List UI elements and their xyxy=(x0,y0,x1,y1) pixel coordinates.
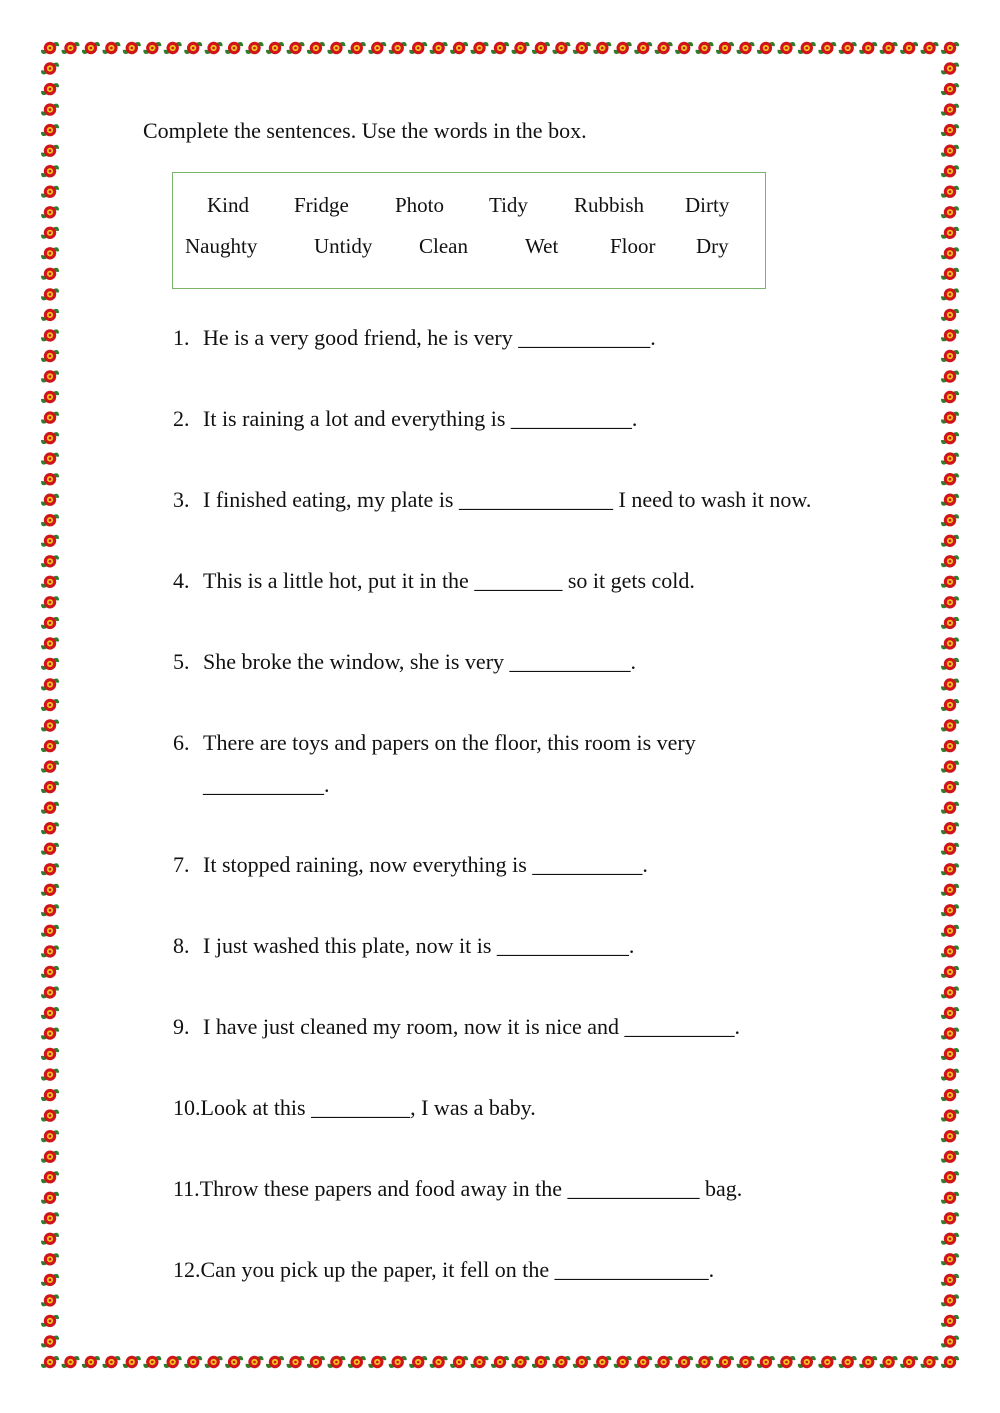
flower-icon xyxy=(512,1356,530,1368)
flower-icon xyxy=(102,1356,120,1368)
flower-icon xyxy=(41,1253,59,1265)
flower-icon xyxy=(941,62,959,74)
sentence-number: 6. xyxy=(173,730,190,755)
flower-icon xyxy=(941,1253,959,1265)
flower-icon xyxy=(41,863,59,875)
flower-icon xyxy=(941,904,959,916)
flower-icon xyxy=(41,596,59,608)
flower-icon xyxy=(941,884,959,896)
flower-icon xyxy=(143,42,161,54)
flower-icon xyxy=(941,1356,959,1368)
flower-icon xyxy=(941,678,959,690)
sentence-number: 12. xyxy=(173,1257,201,1282)
flower-icon xyxy=(614,42,632,54)
flower-icon xyxy=(246,1356,264,1368)
flower-icon xyxy=(327,1356,345,1368)
flower-icon xyxy=(62,42,80,54)
flower-icon xyxy=(941,637,959,649)
flower-icon xyxy=(41,986,59,998)
flower-icon xyxy=(777,42,795,54)
flower-icon xyxy=(941,1315,959,1327)
flower-icon xyxy=(552,1356,570,1368)
flower-icon xyxy=(859,42,877,54)
flower-icon xyxy=(389,1356,407,1368)
flower-icon xyxy=(941,1212,959,1224)
word-bank-word: Photo xyxy=(395,193,445,217)
flower-icon xyxy=(941,350,959,362)
sentence-text: He is a very good friend, he is very ____________. xyxy=(203,325,656,350)
flower-icon xyxy=(552,42,570,54)
flower-icon xyxy=(41,1233,59,1245)
flower-icon xyxy=(41,1356,59,1368)
sentence-text: I just washed this plate, now it is ____________. xyxy=(203,933,635,958)
sentence-text: Look at this _________, I was a baby. xyxy=(200,1095,536,1120)
flower-icon xyxy=(757,1356,775,1368)
flower-icon xyxy=(941,822,959,834)
flower-icon xyxy=(41,637,59,649)
flower-icon xyxy=(41,370,59,382)
flower-icon xyxy=(941,165,959,177)
flower-icon xyxy=(41,452,59,464)
flower-icon xyxy=(941,925,959,937)
sentence-number: 2. xyxy=(173,406,190,431)
flower-icon xyxy=(941,309,959,321)
flower-icon xyxy=(941,1274,959,1286)
flower-icon xyxy=(123,1356,141,1368)
flower-icon xyxy=(941,411,959,423)
word-bank-word: Fridge xyxy=(294,193,349,217)
flower-icon xyxy=(184,1356,202,1368)
flower-icon xyxy=(307,1356,325,1368)
instruction-text: Complete the sentences. Use the words in the box. xyxy=(143,118,587,143)
flower-icon xyxy=(655,1356,673,1368)
flower-icon xyxy=(41,1048,59,1060)
flower-icon xyxy=(941,576,959,588)
flower-icon xyxy=(941,986,959,998)
flower-icon xyxy=(41,740,59,752)
flower-icon xyxy=(41,1130,59,1142)
flower-icon xyxy=(41,719,59,731)
flower-icon xyxy=(941,1109,959,1121)
flower-icon xyxy=(941,494,959,506)
flower-icon xyxy=(41,329,59,341)
sentence-item xyxy=(173,408,637,430)
flower-icon xyxy=(941,432,959,444)
flower-icon xyxy=(41,288,59,300)
flower-icon xyxy=(41,966,59,978)
flower-icon xyxy=(941,452,959,464)
flower-icon xyxy=(41,124,59,136)
flower-icon xyxy=(41,904,59,916)
flower-icon xyxy=(941,1048,959,1060)
sentence-text: I finished eating, my plate is ______________ I need to wash it now. xyxy=(203,487,812,512)
flower-icon xyxy=(941,843,959,855)
flower-icon xyxy=(102,42,120,54)
flower-icon xyxy=(82,42,100,54)
sentence-item xyxy=(173,651,636,673)
flower-icon xyxy=(307,42,325,54)
flower-icon xyxy=(941,863,959,875)
flower-icon xyxy=(41,1294,59,1306)
flower-icon xyxy=(41,473,59,485)
flower-icon xyxy=(941,617,959,629)
flower-icon xyxy=(41,802,59,814)
flower-icon xyxy=(941,555,959,567)
flower-icon xyxy=(143,1356,161,1368)
flower-icon xyxy=(941,473,959,485)
flower-icon xyxy=(41,617,59,629)
sentence-number: 9. xyxy=(173,1014,190,1039)
flower-icon xyxy=(491,42,509,54)
flower-icon xyxy=(655,42,673,54)
flower-icon xyxy=(941,1089,959,1101)
flower-icon xyxy=(941,802,959,814)
flower-icon xyxy=(41,678,59,690)
flower-icon xyxy=(287,42,305,54)
flower-icon xyxy=(205,42,223,54)
flower-icon xyxy=(716,42,734,54)
flower-icon xyxy=(573,1356,591,1368)
word-bank-word: Dirty xyxy=(685,193,730,217)
sentence-item xyxy=(173,732,696,754)
flower-icon xyxy=(41,555,59,567)
flower-icon xyxy=(737,42,755,54)
flower-icon xyxy=(737,1356,755,1368)
flower-icon xyxy=(430,42,448,54)
flower-icon xyxy=(450,1356,468,1368)
flower-icon xyxy=(41,42,59,54)
flower-icon xyxy=(921,1356,939,1368)
flower-icon xyxy=(164,1356,182,1368)
flower-icon xyxy=(41,1068,59,1080)
flower-icon xyxy=(225,42,243,54)
sentence-text: She broke the window, she is very ___________. xyxy=(203,649,637,674)
flower-icon xyxy=(941,1335,959,1347)
flower-icon xyxy=(593,1356,611,1368)
flower-icon xyxy=(716,1356,734,1368)
flower-icon xyxy=(941,1007,959,1019)
word-bank-word: Dry xyxy=(696,234,729,258)
flower-icon xyxy=(471,1356,489,1368)
flower-icon xyxy=(41,1151,59,1163)
flower-icon xyxy=(41,1274,59,1286)
flower-icon xyxy=(921,42,939,54)
flower-icon xyxy=(41,699,59,711)
flower-icon xyxy=(941,1294,959,1306)
flower-icon xyxy=(41,103,59,115)
flower-icon xyxy=(941,1192,959,1204)
flower-icon xyxy=(941,966,959,978)
flower-icon xyxy=(368,1356,386,1368)
word-bank-word: Floor xyxy=(610,234,656,258)
flower-icon xyxy=(532,1356,550,1368)
sentence-item xyxy=(173,854,648,876)
flower-icon xyxy=(348,42,366,54)
flower-icon xyxy=(941,719,959,731)
flower-icon xyxy=(634,42,652,54)
word-bank-word: Kind xyxy=(207,193,249,217)
flower-icon xyxy=(900,1356,918,1368)
flower-icon xyxy=(941,391,959,403)
flower-icon xyxy=(205,1356,223,1368)
sentence-item xyxy=(173,935,634,957)
flower-icon xyxy=(266,1356,284,1368)
flower-icon xyxy=(41,83,59,95)
sentence-item xyxy=(173,1259,714,1281)
flower-icon xyxy=(941,370,959,382)
flower-icon xyxy=(941,268,959,280)
flower-icon xyxy=(225,1356,243,1368)
flower-icon xyxy=(675,42,693,54)
flower-icon xyxy=(941,1130,959,1142)
flower-icon xyxy=(941,1233,959,1245)
flower-icon xyxy=(41,1109,59,1121)
sentence-number: 7. xyxy=(173,852,190,877)
flower-icon xyxy=(348,1356,366,1368)
sentence-item xyxy=(173,489,811,511)
flower-icon xyxy=(41,514,59,526)
sentence-number: 1. xyxy=(173,325,190,350)
flower-icon xyxy=(41,822,59,834)
word-bank-word: Naughty xyxy=(185,234,258,258)
sentence-item xyxy=(173,570,695,592)
sentence-number: 8. xyxy=(173,933,190,958)
flower-icon xyxy=(880,42,898,54)
flower-icon xyxy=(941,206,959,218)
sentence-item xyxy=(173,1178,742,1200)
flower-icon xyxy=(41,62,59,74)
flower-icon xyxy=(287,1356,305,1368)
flower-icon xyxy=(777,1356,795,1368)
flower-icon xyxy=(941,945,959,957)
flower-icon xyxy=(41,843,59,855)
flower-icon xyxy=(368,42,386,54)
flower-icon xyxy=(941,288,959,300)
flower-icon xyxy=(818,1356,836,1368)
flower-icon xyxy=(409,1356,427,1368)
flower-icon xyxy=(941,145,959,157)
flower-icon xyxy=(41,165,59,177)
flower-icon xyxy=(41,432,59,444)
sentence-text: It stopped raining, now everything is __________. xyxy=(203,852,648,877)
flower-icon xyxy=(41,227,59,239)
sentence-number: 3. xyxy=(173,487,190,512)
flower-icon xyxy=(450,42,468,54)
flower-icon xyxy=(471,42,489,54)
flower-icon xyxy=(839,42,857,54)
flower-icon xyxy=(696,42,714,54)
sentence-text: Throw these papers and food away in the ____________ bag. xyxy=(199,1176,743,1201)
flower-icon xyxy=(941,1068,959,1080)
sentence-number: 5. xyxy=(173,649,190,674)
flower-icon xyxy=(696,1356,714,1368)
sentence-item xyxy=(173,327,656,349)
flower-icon xyxy=(41,535,59,547)
sentence-text: I have just cleaned my room, now it is nice and __________. xyxy=(203,1014,741,1039)
flower-icon xyxy=(941,186,959,198)
flower-icon xyxy=(757,42,775,54)
flower-icon xyxy=(389,42,407,54)
flower-icon xyxy=(941,103,959,115)
flower-icon xyxy=(941,1171,959,1183)
flower-icon xyxy=(573,42,591,54)
flower-icon xyxy=(941,781,959,793)
flower-icon xyxy=(675,1356,693,1368)
sentence-number: 11. xyxy=(173,1176,200,1201)
flower-icon xyxy=(941,83,959,95)
flower-icon xyxy=(941,658,959,670)
flower-icon xyxy=(41,576,59,588)
flower-icon xyxy=(798,42,816,54)
flower-icon xyxy=(41,1315,59,1327)
word-bank-word: Wet xyxy=(525,234,559,258)
sentence-text: Can you pick up the paper, it fell on the ______________. xyxy=(200,1257,715,1282)
flower-icon xyxy=(941,760,959,772)
flower-icon xyxy=(941,247,959,259)
flower-icon xyxy=(941,124,959,136)
flower-icon xyxy=(41,186,59,198)
flower-icon xyxy=(41,1212,59,1224)
flower-icon xyxy=(41,268,59,280)
flower-icon xyxy=(41,494,59,506)
flower-icon xyxy=(941,1027,959,1039)
flower-icon xyxy=(614,1356,632,1368)
flower-icon xyxy=(62,1356,80,1368)
word-bank-word: Untidy xyxy=(314,234,373,258)
flower-icon xyxy=(634,1356,652,1368)
flower-icon xyxy=(941,329,959,341)
flower-icon xyxy=(41,925,59,937)
flower-icon xyxy=(41,1027,59,1039)
flower-icon xyxy=(593,42,611,54)
flower-icon xyxy=(41,391,59,403)
flower-icon xyxy=(430,1356,448,1368)
word-bank-word: Tidy xyxy=(489,193,528,217)
sentence-continuation: ___________. xyxy=(203,772,330,797)
flower-icon xyxy=(900,42,918,54)
flower-icon xyxy=(798,1356,816,1368)
flower-icon xyxy=(941,699,959,711)
flower-icon xyxy=(246,42,264,54)
flower-icon xyxy=(184,42,202,54)
flower-icon xyxy=(409,42,427,54)
flower-icon xyxy=(41,781,59,793)
flower-icon xyxy=(839,1356,857,1368)
flower-icon xyxy=(941,596,959,608)
flower-icon xyxy=(41,1335,59,1347)
flower-icon xyxy=(818,42,836,54)
flower-icon xyxy=(41,1171,59,1183)
flower-icon xyxy=(41,411,59,423)
sentence-number: 10. xyxy=(173,1095,201,1120)
flower-icon xyxy=(327,42,345,54)
flower-icon xyxy=(41,1192,59,1204)
flower-icon xyxy=(266,42,284,54)
flower-icon xyxy=(82,1356,100,1368)
flower-icon xyxy=(512,42,530,54)
flower-icon xyxy=(41,247,59,259)
word-bank-word: Clean xyxy=(419,234,468,258)
flower-icon xyxy=(941,514,959,526)
flower-icon xyxy=(941,535,959,547)
flower-icon xyxy=(941,42,959,54)
flower-icon xyxy=(41,309,59,321)
flower-icon xyxy=(532,42,550,54)
flower-icon xyxy=(41,945,59,957)
flower-icon xyxy=(941,1151,959,1163)
sentence-item xyxy=(173,1016,740,1038)
sentence-text: It is raining a lot and everything is ___________. xyxy=(203,406,638,431)
flower-icon xyxy=(41,658,59,670)
word-bank-box xyxy=(172,172,766,289)
sentence-text: There are toys and papers on the floor, this room is very xyxy=(203,730,696,755)
flower-icon xyxy=(941,227,959,239)
flower-icon xyxy=(859,1356,877,1368)
flower-icon xyxy=(41,1007,59,1019)
sentence-text: This is a little hot, put it in the ________ so it gets cold. xyxy=(203,568,695,593)
flower-icon xyxy=(941,740,959,752)
flower-icon xyxy=(41,884,59,896)
flower-icon xyxy=(491,1356,509,1368)
flower-icon xyxy=(41,206,59,218)
flower-icon xyxy=(123,42,141,54)
word-bank-word: Rubbish xyxy=(574,193,645,217)
flower-icon xyxy=(41,760,59,772)
flower-icon xyxy=(41,350,59,362)
sentence-number: 4. xyxy=(173,568,190,593)
flower-icon xyxy=(41,1089,59,1101)
flower-icon xyxy=(164,42,182,54)
flower-icon xyxy=(880,1356,898,1368)
sentence-item xyxy=(173,1097,536,1119)
flower-icon xyxy=(41,145,59,157)
